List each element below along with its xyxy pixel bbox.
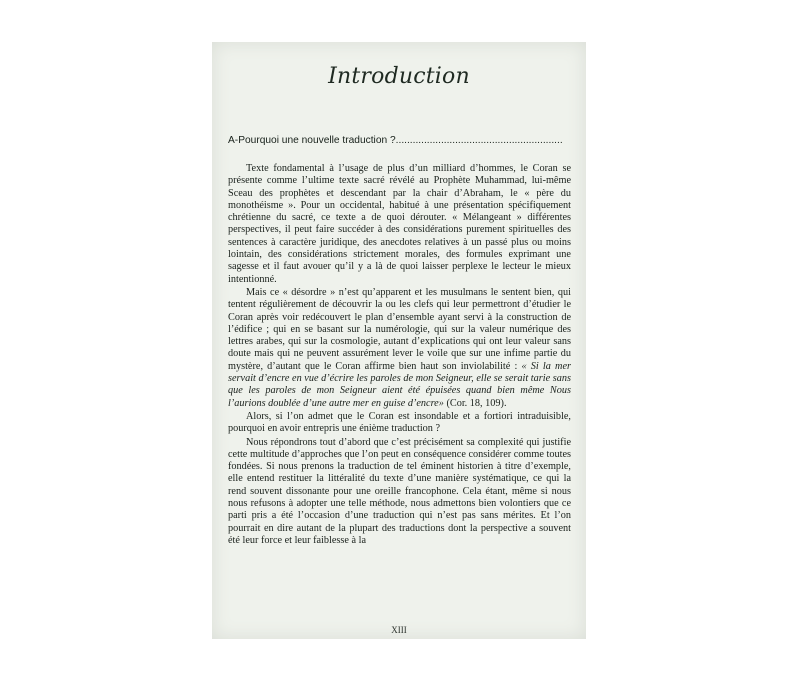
- quote-reference: (Cor. 18, 109).: [443, 397, 507, 409]
- quran-quote: « Si la mer servait d’encre en vue d’écrire les paroles de mon Seigneur, elle se serait tarie sans que les paroles de mon Seigneur aient été épuisées quand bien même Nous l’aurions doublée d’une autre mer en guise d’encre»: [228, 360, 571, 409]
- body-text: [228, 163, 571, 548]
- section-heading-leader: ...........................................................: [395, 135, 563, 146]
- paragraph-4: Nous répondrons tout d’abord que c’est précisément sa complexité qui justifie cette multitude d’approches que l’on peut en conséquence considérer comme toutes fondées. Si nous prenons la traduction de tel éminent historien à titre d’exemple, elle entend restituer la littéralité du texte d’une manière systématique, ce qui la rend souvent dissonante pour une oreille francophone. Cela étant, même si nous nous refusons à adopter une telle méthode, nous admettons bien volontiers que ce parti pris a été l’occasion d’une traduction qui n’est pas sans mérites. Et l’on pourrait en dire autant de la plupart des traductions dont la perspective a souvent été leur force et leur faiblesse à la: [228, 436, 571, 546]
- chapter-title: Introduction: [328, 64, 470, 89]
- section-heading: [228, 135, 578, 146]
- paragraph-2: [228, 287, 571, 410]
- book-page: [212, 42, 586, 639]
- section-heading-text: A-Pourquoi une nouvelle traduction ?: [228, 135, 396, 146]
- page-number: XIII: [391, 625, 407, 635]
- paragraph-2-text: Mais ce « désordre » n’est qu’apparent et les musulmans le sentent bien, qui tentent régulièrement de découvrir la ou les clefs qui leur permettront d’étudier le Coran après voir redécouvert le plan d’ensemble ayant servi à la construction de l’édifice ; qui en se basant sur la numérologie, qui sur la valeur numérique des lettres arabes, qui sur la cosmologie, autant d’explications qui ont leur valeur sans doute mais qui ne peuvent assurément lever le voile que sur une infime partie du mystère, d’autant que le Coran affirme bien haut son inviolabilité :: [228, 286, 571, 372]
- paragraph-1: Texte fondamental à l’usage de plus d’un milliard d’hommes, le Coran se présente comme l’ultime texte sacré révélé au Prophète Muhammad, lui-même Sceau des prophètes et descendant par la chair d’Abraham, le « père du monothéisme ». Pour un occidental, habitué à une présentation spécifiquement chrétienne du sacré, ce texte a de quoi dérouter. « Mélangeant » différentes perspectives, il peut faire succéder à des considérations purement spirituelles des sentences à caractère juridique, des anecdotes relatives à un passé plus ou moins lointain, des considérations strictement morales, des formules exprimant une sagesse et il faut avouer qu’il y a là de quoi laisser perplexe le lecteur le mieux intentionné.: [228, 163, 571, 285]
- paragraph-3: Alors, si l’on admet que le Coran est insondable et a fortiori intraduisible, pourquoi en avoir entrepris une énième traduction ?: [228, 410, 571, 435]
